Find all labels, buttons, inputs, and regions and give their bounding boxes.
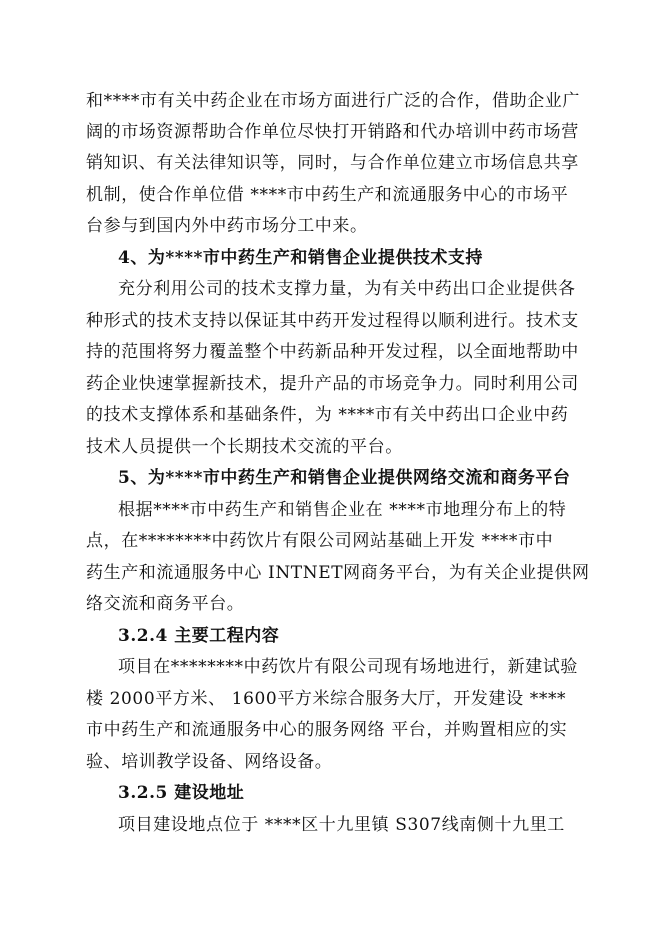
paragraph-line: 销知识、有关法律知识等，同时，与合作单位建立市场信息共享 xyxy=(86,153,579,173)
paragraph-line: 验、培训教学设备、网络设备。 xyxy=(86,752,333,772)
paragraph-line: 持的范围将努力覆盖整个中药新品种开发过程，以全面地帮助中 xyxy=(86,342,579,362)
paragraph-line: 络交流和商务平台。 xyxy=(86,594,245,614)
paragraph-line: 台参与到国内外中药市场分工中来。 xyxy=(86,216,368,236)
paragraph-line: 药生产和流通服务中心 INTNET网商务平台，为有关企业提供网 xyxy=(86,563,590,583)
paragraph-line: 项目建设地点位于 ****区十九里镇 S307线南侧十九里工 xyxy=(118,815,565,835)
section-5-heading: 5、为****市中药生产和销售企业提供网络交流和商务平台 xyxy=(118,468,571,488)
paragraph-line: 市中药生产和流通服务中心的服务网络 平台，并购置相应的实 xyxy=(86,720,568,740)
paragraph-line: 种形式的技术支持以保证其中药开发过程得以顺利进行。技术支 xyxy=(86,311,579,331)
paragraph-line: 技术人员提供一个长期技术交流的平台。 xyxy=(86,437,403,457)
paragraph-line: 楼 2000平方米、 1600平方米综合服务大厅，开发建设 **** xyxy=(86,689,567,709)
paragraph-line: 项目在********中药饮片有限公司现有场地进行，新建试验 xyxy=(118,657,578,677)
section-4-heading: 4、为****市中药生产和销售企业提供技术支持 xyxy=(118,248,483,268)
paragraph-line: 的技术支撑体系和基础条件，为 ****市有关中药出口企业中药 xyxy=(86,405,569,425)
paragraph-line: 阔的市场资源帮助合作单位尽快打开销路和代办培训中药市场营 xyxy=(86,122,579,142)
section-3-2-5-heading: 3.2.5 建设地址 xyxy=(118,783,245,803)
paragraph-line: 充分利用公司的技术支撑力量，为有关中药出口企业提供各 xyxy=(118,279,576,299)
paragraph-line: 药企业快速掌握新技术，提升产品的市场竞争力。同时利用公司 xyxy=(86,374,579,394)
paragraph-line: 点，在********中药饮片有限公司网站基础上开发 ****市中 xyxy=(86,531,554,551)
section-3-2-4-heading: 3.2.4 主要工程内容 xyxy=(118,626,280,646)
paragraph-line: 和****市有关中药企业在市场方面进行广泛的合作，借助企业广 xyxy=(86,91,580,111)
paragraph-line: 机制，使合作单位借 ****市中药生产和流通服务中心的市场平 xyxy=(86,185,569,205)
paragraph-line: 根据****市中药生产和销售企业在 ****市地理分布上的特 xyxy=(118,500,567,520)
